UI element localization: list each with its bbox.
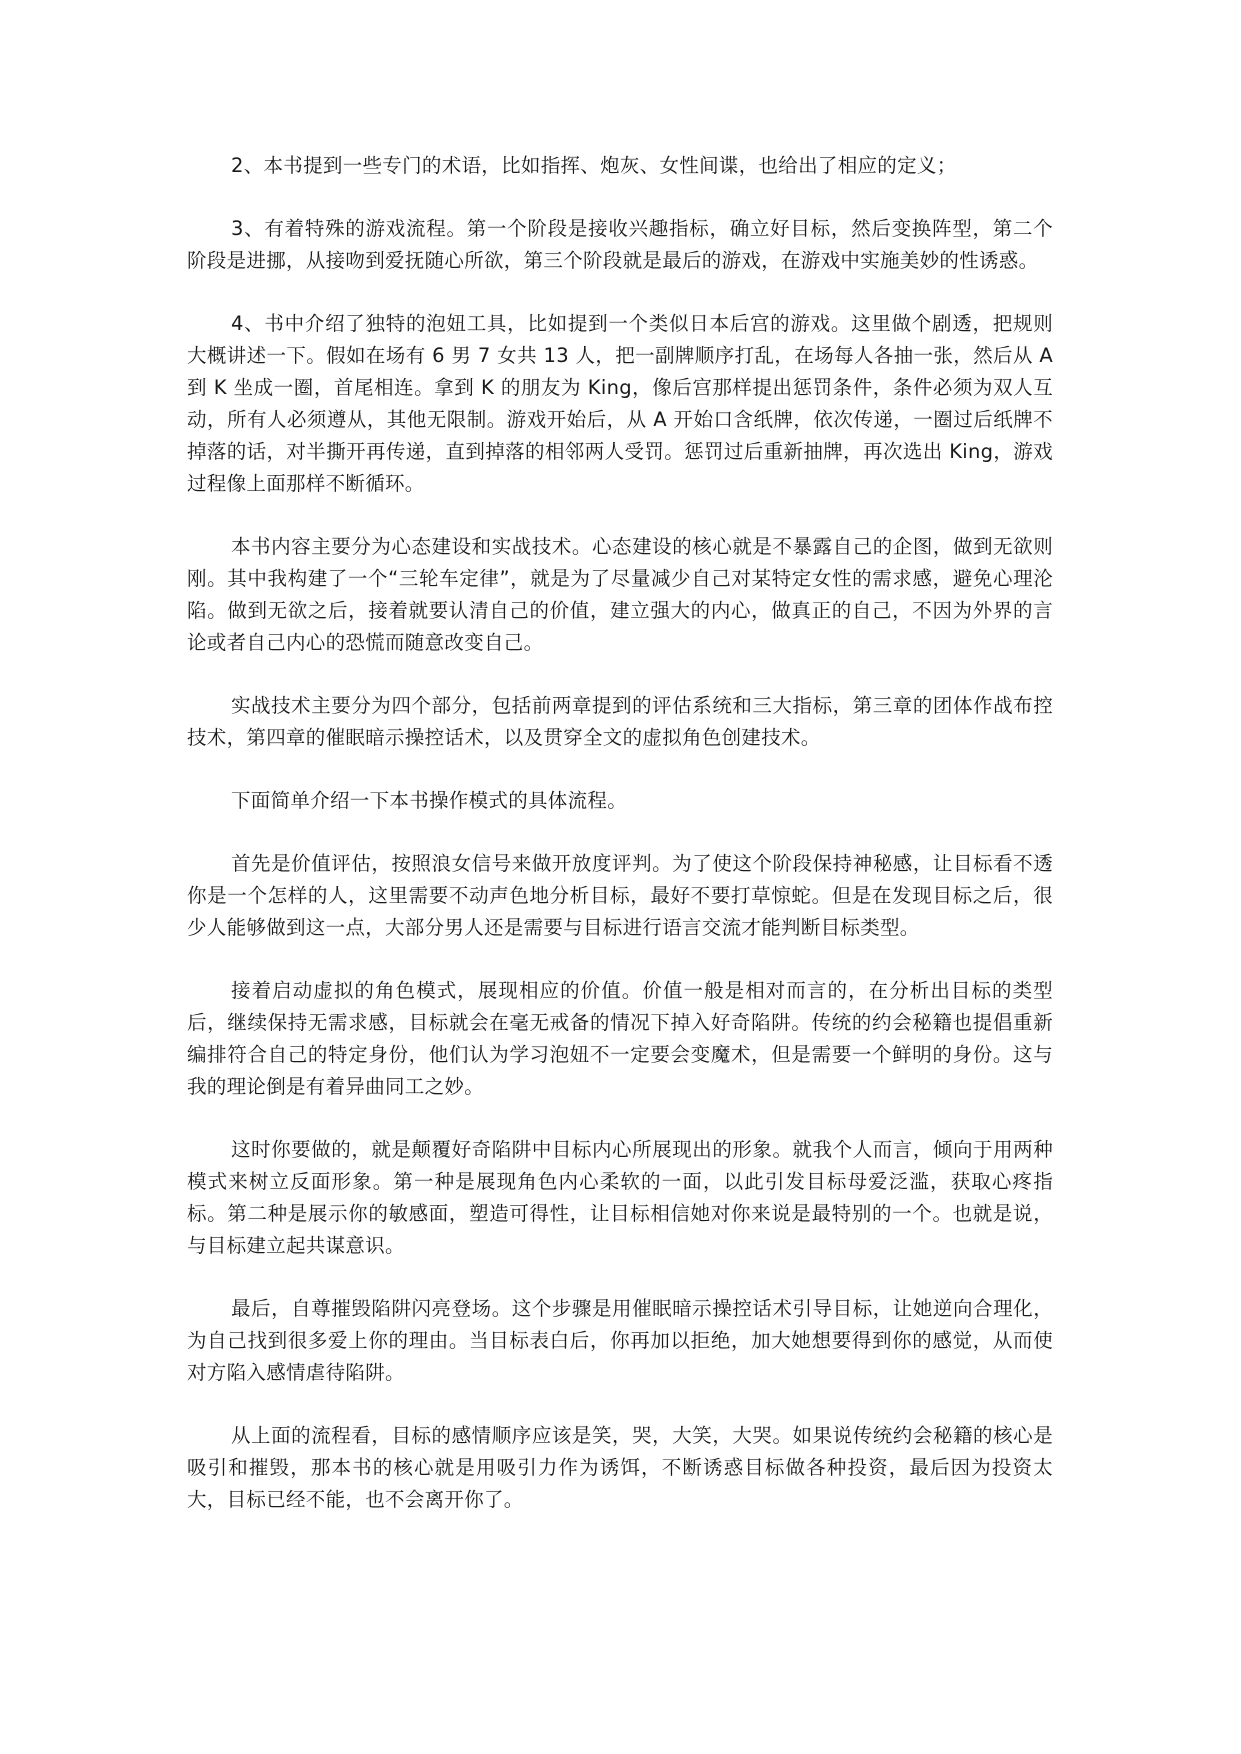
paragraph-content-overview: 本书内容主要分为心态建设和实战技术。心态建设的核心就是不暴露自己的企图，做到无欲则刚。其中我构建了一个“三轮车定律”，就是为了尽量减少自己对某特定女性的需求感，避免心理沦陷。做到无欲之后，接着就要认清自己的价值，建立强大的内心，做真正的自己，不因为外界的言论或者自己内心的恐慌而随意改变自己。	[187, 535, 1053, 654]
paragraph-value-assessment: 首先是价值评估，按照浪女信号来做开放度评判。为了使这个阶段保持神秘感，让目标看不透你是一个怎样的人，这里需要不动声色地分析目标，最好不要打草惊蛇。但是在发现目标之后，很少人能够做到这一点，大部分男人还是需要与目标进行语言交流才能判断目标类型。	[187, 852, 1053, 939]
paragraph-game-flow: 3、有着特殊的游戏流程。第一个阶段是接收兴趣指标，确立好目标，然后变换阵型，第二个阶段是进挪，从接吻到爱抚随心所欲，第三个阶段就是最后的游戏，在游戏中实施美妙的性诱惑。	[187, 217, 1053, 272]
document-body	[187, 150, 1053, 1547]
paragraph-term-definitions: 2、本书提到一些专门的术语，比如指挥、炮灰、女性间谍，也给出了相应的定义；	[231, 154, 957, 177]
paragraph-role-mode: 接着启动虚拟的角色模式，展现相应的价值。价值一般是相对而言的，在分析出目标的类型后，继续保持无需求感，目标就会在毫无戒备的情况下掉入好奇陷阱。传统的约会秘籍也提倡重新编排符合自己的特定身份，他们认为学习泡妞不一定要会变魔术，但是需要一个鲜明的身份。这与我的理论倒是有着异曲同工之妙。	[187, 979, 1053, 1098]
paragraph-special-tools: 4、书中介绍了独特的泡妞工具，比如提到一个类似日本后宫的游戏。这里做个剧透，把规则大概讲述一下。假如在场有 6 男 7 女共 13 人，把一副牌顺序打乱，在场每人各抽一张，然后从 A 到 K 坐成一圈，首尾相连。拿到 K 的朋友为 King，像后宫那样提出惩罚条件，条件必须为双人互动，所有人必须遵从，其他无限制。游戏开始后，从 A 开始口含纸牌，依次传递，一圈过后纸牌不掉落的话，对半撕开再传递，直到掉落的相邻两人受罚。惩罚过后重新抽牌，再次选出 King，游戏过程像上面那样不断循环。	[187, 312, 1053, 495]
paragraph-conclusion: 从上面的流程看，目标的感情顺序应该是笑，哭，大笑，大哭。如果说传统约会秘籍的核心是吸引和摧毁，那本书的核心就是用吸引力作为诱饵，不断诱惑目标做各种投资，最后因为投资太大，目标已经不能，也不会离开你了。	[187, 1424, 1053, 1511]
paragraph-process-intro: 下面简单介绍一下本书操作模式的具体流程。	[231, 789, 628, 812]
paragraph-subvert-image: 这时你要做的，就是颠覆好奇陷阱中目标内心所展现出的形象。就我个人而言，倾向于用两种模式来树立反面形象。第一种是展现角色内心柔软的一面，以此引发目标母爱泛滥，获取心疼指标。第二种是展示你的敏感面，塑造可得性，让目标相信她对你来说是最特别的一个。也就是说，与目标建立起共谋意识。	[187, 1138, 1053, 1257]
paragraph-practical-techniques: 实战技术主要分为四个部分，包括前两章提到的评估系统和三大指标，第三章的团体作战布控技术，第四章的催眠暗示操控话术，以及贯穿全文的虚拟角色创建技术。	[187, 694, 1053, 749]
paragraph-final-step: 最后，自尊摧毁陷阱闪亮登场。这个步骤是用催眠暗示操控话术引导目标，让她逆向合理化，为自己找到很多爱上你的理由。当目标表白后，你再加以拒绝，加大她想要得到你的感觉，从而使对方陷入感情虐待陷阱。	[187, 1297, 1053, 1384]
